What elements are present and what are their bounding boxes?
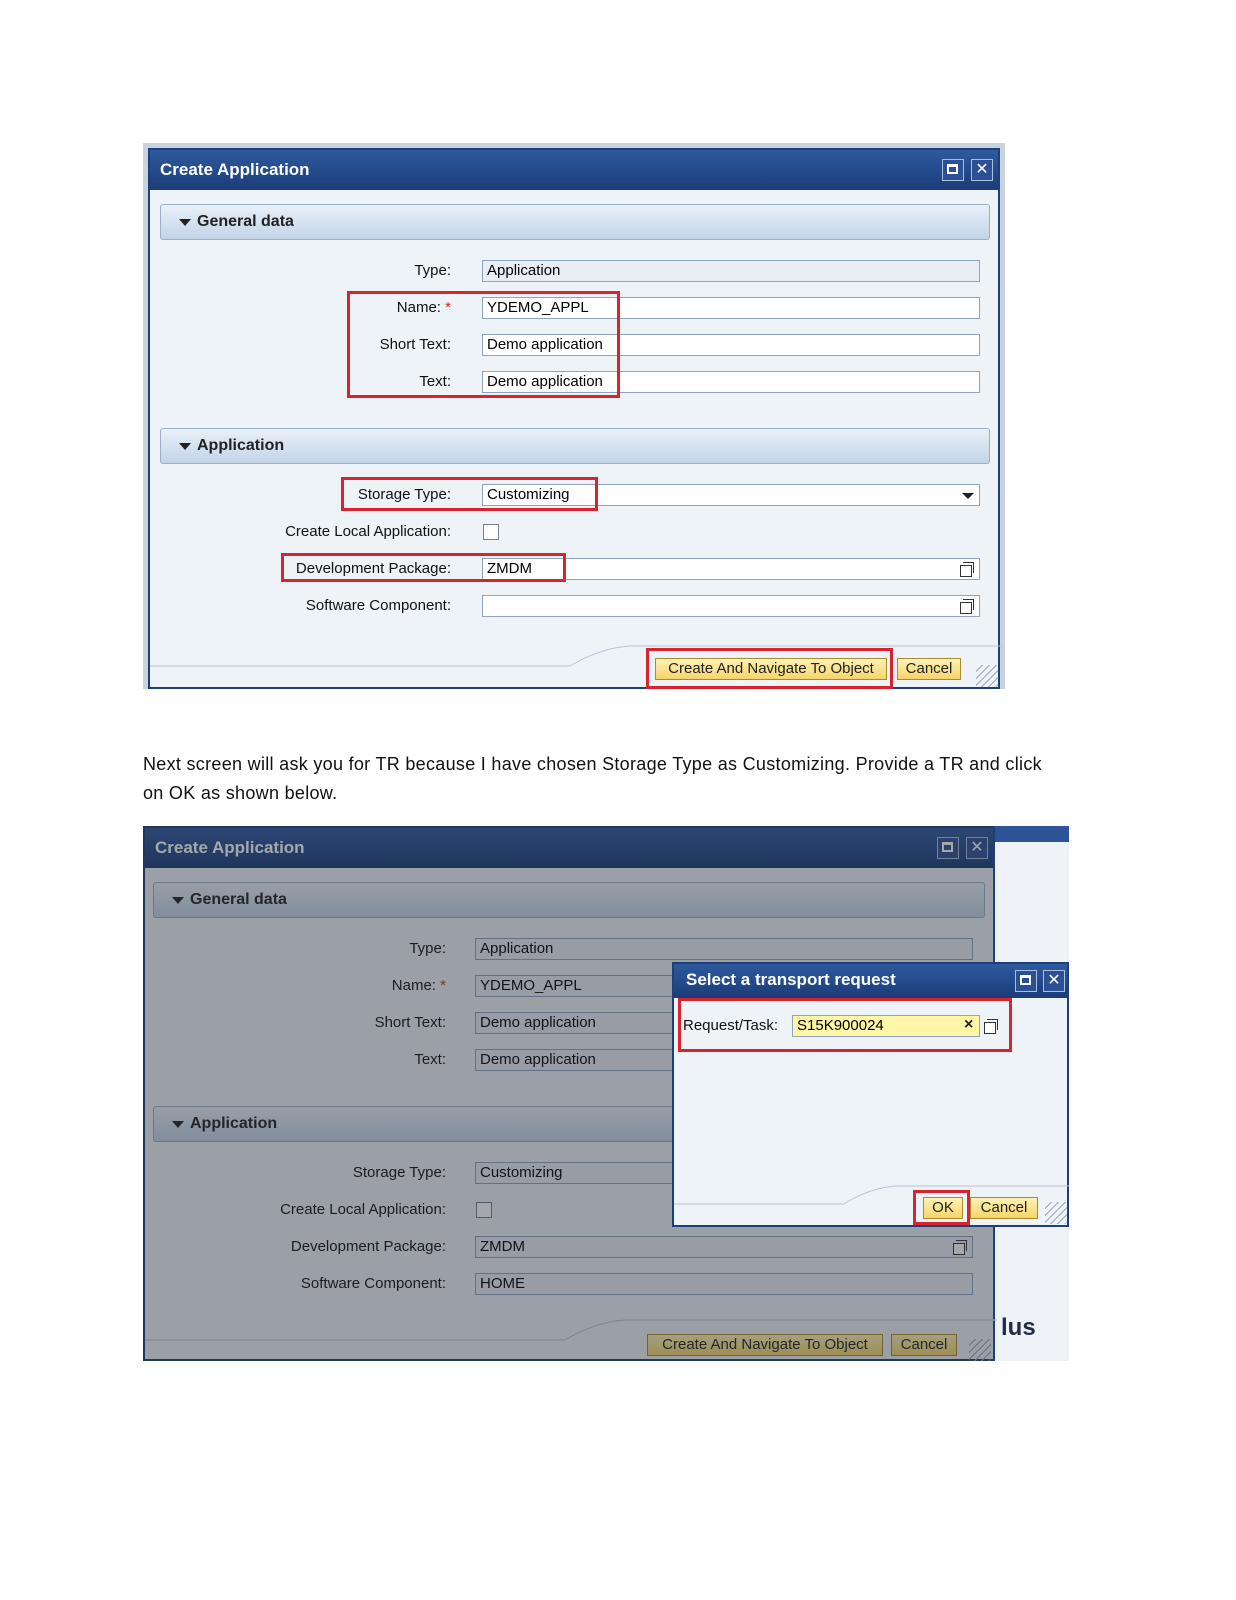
name-input: YDEMO_APPL — [475, 975, 973, 997]
screenshot-create-application — [143, 143, 1005, 689]
highlight-storage-type — [341, 477, 598, 511]
storage-type-label: Storage Type: — [357, 486, 451, 503]
development-package-label: Development Package: — [295, 560, 451, 577]
request-task-label: Request/Task: — [683, 1017, 779, 1034]
request-task-input[interactable]: S15K900024 — [792, 1015, 980, 1037]
create-application-dialog — [148, 148, 1000, 689]
highlight-ok-button — [913, 1190, 970, 1225]
create-local-application-label: Create Local Application: — [285, 523, 451, 540]
short-text-input[interactable]: Demo application — [482, 334, 980, 356]
create-local-application-checkbox[interactable] — [483, 524, 499, 540]
chevron-down-icon[interactable] — [962, 493, 974, 499]
section-application[interactable]: Application — [153, 1106, 985, 1142]
short-text-label: Short Text: — [374, 1014, 446, 1031]
development-package-label: Development Package: — [290, 1238, 446, 1255]
instruction-paragraph: Next screen will ask you for TR because I have chosen Storage Type as Customizing. Provide a TR and click on OK as shown below. — [143, 754, 1042, 803]
name-input[interactable]: YDEMO_APPL — [482, 297, 980, 319]
transport-dialog-title-bar — [674, 964, 1067, 998]
development-package-field: ZMDM — [475, 1236, 973, 1258]
transport-cancel-button[interactable]: Cancel — [970, 1197, 1038, 1219]
software-component-input[interactable] — [482, 595, 980, 617]
short-text-label: Short Text: — [379, 336, 451, 353]
storage-type-label: Storage Type: — [352, 1164, 446, 1181]
close-icon[interactable]: ✕ — [1043, 970, 1065, 992]
required-mark: * — [440, 977, 446, 994]
highlight-name-texts — [347, 291, 620, 398]
clear-icon[interactable]: × — [964, 1016, 974, 1033]
short-text-input: Demo application — [475, 1012, 973, 1034]
value-help-icon[interactable] — [960, 599, 974, 613]
screenshot-transport-request — [143, 826, 1069, 1361]
create-local-application-label: Create Local Application: — [280, 1201, 446, 1218]
collapse-triangle-icon — [179, 443, 191, 450]
maximize-icon[interactable] — [1015, 970, 1037, 992]
required-mark: * — [445, 299, 451, 316]
create-and-navigate-button[interactable]: Create And Navigate To Object — [655, 658, 887, 680]
storage-type-field: Customizing — [475, 1162, 973, 1184]
collapse-triangle-icon — [179, 219, 191, 226]
resize-grip[interactable] — [976, 665, 998, 687]
dialog-title: Create Application — [155, 838, 305, 857]
text-label: Text: — [419, 373, 451, 390]
text-input: Demo application — [475, 1049, 973, 1071]
background-text: lus — [1001, 1314, 1036, 1341]
text-label: Text: — [414, 1051, 446, 1068]
section-general-data[interactable]: General data — [160, 204, 990, 240]
name-label: Name: * — [391, 977, 446, 994]
section-application[interactable]: Application — [160, 428, 990, 464]
create-and-navigate-button[interactable]: Create And Navigate To Object — [647, 1334, 883, 1356]
type-label: Type: — [414, 262, 451, 279]
resize-grip[interactable] — [1045, 1202, 1067, 1224]
transport-dialog-title: Select a transport request — [686, 970, 896, 989]
type-field: Application — [482, 260, 980, 282]
section-general-data[interactable]: General data — [153, 882, 985, 918]
type-field: Application — [475, 938, 973, 960]
software-component-label: Software Component: — [300, 1275, 446, 1292]
name-label: Name: * — [396, 299, 451, 316]
ok-button[interactable]: OK — [923, 1197, 963, 1219]
type-label: Type: — [409, 940, 446, 957]
highlight-create-button — [646, 648, 893, 689]
highlight-development-package — [281, 553, 566, 582]
background-header — [993, 826, 1069, 842]
cancel-button[interactable]: Cancel — [891, 1334, 957, 1356]
close-icon[interactable]: ✕ — [966, 837, 988, 859]
value-help-icon[interactable] — [960, 562, 974, 576]
dialog-title-bar — [150, 150, 998, 190]
dialog-title: Create Application — [160, 160, 310, 179]
development-package-input[interactable]: ZMDM — [482, 558, 980, 580]
maximize-icon[interactable] — [942, 159, 964, 181]
highlight-request-task — [678, 998, 1012, 1052]
cancel-button[interactable]: Cancel — [897, 658, 961, 680]
software-component-label: Software Component: — [305, 597, 451, 614]
storage-type-select[interactable]: Customizing — [482, 484, 980, 506]
close-icon[interactable]: ✕ — [971, 159, 993, 181]
text-input[interactable]: Demo application — [482, 371, 980, 393]
software-component-field: HOME — [475, 1273, 973, 1295]
